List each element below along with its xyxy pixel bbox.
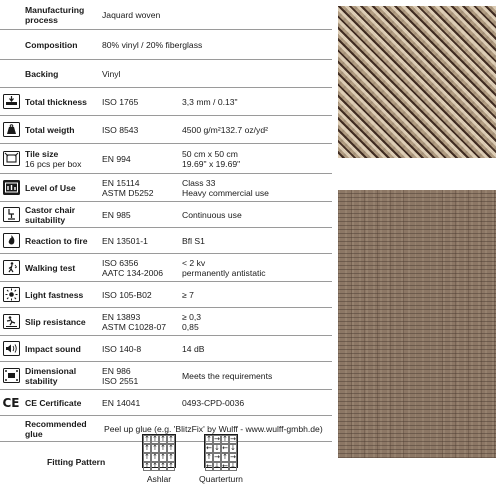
spec-row-backing bbox=[0, 60, 332, 88]
level-of-use-icon bbox=[3, 180, 20, 195]
spec-standard: EN 14041 bbox=[102, 397, 141, 408]
spec-value: < 2 kv bbox=[182, 257, 206, 268]
spec-label: Light fastness bbox=[25, 289, 84, 300]
spec-row-castor-chair bbox=[0, 202, 332, 228]
spec-value-secondary: Heavy commercial use bbox=[182, 187, 269, 198]
spec-row-level-of-use bbox=[0, 174, 332, 202]
spec-standard: ISO 140-8 bbox=[102, 343, 142, 354]
arrow-right-icon: → bbox=[214, 435, 220, 443]
spec-label: Total thickness bbox=[25, 96, 87, 107]
spec-label: Manufacturing process bbox=[25, 4, 85, 25]
spec-value-secondary: 19.69" x 19.69" bbox=[182, 158, 241, 169]
impact-sound-icon bbox=[3, 341, 20, 356]
light-fastness-icon bbox=[3, 287, 20, 302]
spec-label: Backing bbox=[25, 68, 59, 79]
spec-standard: EN 986 bbox=[102, 365, 131, 376]
tile-size-icon bbox=[3, 151, 20, 166]
spec-value: Peel up glue (e.g. 'BlitzFix' by Wulff - www.wulff-gmbh.de) bbox=[104, 423, 323, 434]
spec-standard: EN 13501-1 bbox=[102, 235, 148, 246]
spec-row-slip-resistance bbox=[0, 308, 332, 336]
spec-label: Impact sound bbox=[25, 343, 81, 354]
spec-row-reaction-to-fire bbox=[0, 228, 332, 254]
spec-value: 0493-CPD-0036 bbox=[182, 397, 245, 408]
arrow-up-icon: ↑ bbox=[152, 462, 158, 470]
arrow-left-icon: ← bbox=[206, 444, 212, 452]
spec-row-total-weight bbox=[0, 116, 332, 144]
spec-standard-secondary: ISO 2551 bbox=[102, 375, 139, 386]
spec-row-walking-test bbox=[0, 254, 332, 282]
arrow-down-icon: ↓ bbox=[214, 444, 220, 452]
spec-value: 14 dB bbox=[182, 343, 205, 354]
spec-label: Total weigth bbox=[25, 124, 75, 135]
spec-label: Castor chair suitability bbox=[25, 204, 76, 225]
arrow-up-icon: ↑ bbox=[222, 435, 228, 443]
arrow-left-icon: ← bbox=[222, 462, 228, 470]
spec-row-dimensional-stability bbox=[0, 362, 332, 390]
spec-standard: EN 13893 bbox=[102, 311, 141, 322]
spec-value-secondary: 0,85 bbox=[182, 321, 199, 332]
spec-row-manufacturing-process bbox=[0, 0, 332, 30]
spec-value: ≥ 0,3 bbox=[182, 311, 202, 322]
ashlar-caption: Ashlar bbox=[146, 474, 172, 484]
carpet-swatch-closeup bbox=[338, 6, 496, 158]
spec-value: Continuous use bbox=[182, 209, 242, 220]
arrow-up-icon: ↑ bbox=[144, 435, 150, 443]
quarterturn-caption: Quarterturn bbox=[199, 474, 243, 484]
spec-value: 80% vinyl / 20% fiberglass bbox=[102, 39, 203, 50]
spec-standard: EN 15114 bbox=[102, 177, 140, 188]
arrow-up-icon: ↑ bbox=[168, 462, 174, 470]
spec-standard: EN 994 bbox=[102, 153, 131, 164]
carpet-swatch-tile bbox=[338, 190, 496, 458]
arrow-down-icon: ↓ bbox=[214, 462, 220, 470]
spec-value: Meets the requirements bbox=[182, 370, 273, 381]
arrow-left-icon: ← bbox=[222, 444, 228, 452]
spec-value: 50 cm x 50 cm bbox=[182, 148, 238, 159]
arrow-up-icon: ↑ bbox=[168, 453, 174, 461]
slip-resistance-icon bbox=[3, 314, 20, 329]
arrow-up-icon: ↑ bbox=[206, 435, 212, 443]
spec-sublabel: 16 pcs per box bbox=[25, 158, 82, 169]
arrow-right-icon: → bbox=[214, 453, 220, 461]
spec-standard: ISO 6356 bbox=[102, 257, 139, 268]
quarterturn-pattern-diagram bbox=[204, 434, 238, 468]
spec-standard: ISO 105-B02 bbox=[102, 289, 152, 300]
spec-standard: ISO 1765 bbox=[102, 96, 139, 107]
spec-value: Class 33 bbox=[182, 177, 216, 188]
spec-value: 3,3 mm / 0.13" bbox=[182, 96, 238, 107]
spec-row-tile-size bbox=[0, 144, 332, 174]
arrow-up-icon: ↑ bbox=[152, 453, 158, 461]
arrow-down-icon: ↓ bbox=[230, 444, 236, 452]
spec-row-total-thickness bbox=[0, 88, 332, 116]
spec-label: Reaction to fire bbox=[25, 235, 88, 246]
spec-row-composition bbox=[0, 30, 332, 60]
arrow-up-icon: ↑ bbox=[144, 444, 150, 452]
spec-label: Level of Use bbox=[25, 182, 76, 193]
dimensional-stability-icon bbox=[3, 368, 20, 383]
thickness-icon bbox=[3, 94, 20, 109]
spec-label: Recommended glue bbox=[25, 418, 87, 439]
arrow-left-icon: ← bbox=[206, 462, 212, 470]
ce-icon: CE bbox=[2, 395, 20, 410]
arrow-up-icon: ↑ bbox=[222, 453, 228, 461]
spec-value: ≥ 7 bbox=[182, 289, 194, 300]
arrow-down-icon: ↓ bbox=[230, 462, 236, 470]
arrow-up-icon: ↑ bbox=[160, 453, 166, 461]
arrow-up-icon: ↑ bbox=[168, 444, 174, 452]
fire-icon bbox=[3, 233, 20, 248]
spec-standard-secondary: ASTM C1028-07 bbox=[102, 321, 167, 332]
arrow-up-icon: ↑ bbox=[152, 435, 158, 443]
spec-value: Vinyl bbox=[102, 68, 121, 79]
arrow-right-icon: → bbox=[230, 435, 236, 443]
spec-label: Composition bbox=[25, 39, 78, 50]
arrow-up-icon: ↑ bbox=[144, 453, 150, 461]
spec-value: Jaquard woven bbox=[102, 9, 161, 20]
spec-label: Dimensional stability bbox=[25, 365, 77, 386]
spec-value: Bfl S1 bbox=[182, 235, 205, 246]
spec-row-light-fastness bbox=[0, 282, 332, 308]
spec-label: Slip resistance bbox=[25, 316, 86, 327]
weight-icon bbox=[3, 122, 20, 137]
spec-standard-secondary: AATC 134-2006 bbox=[102, 267, 163, 278]
arrow-up-icon: ↑ bbox=[160, 435, 166, 443]
spec-standard-secondary: ASTM D5252 bbox=[102, 187, 154, 198]
spec-standard: EN 985 bbox=[102, 209, 131, 220]
spec-value: 4500 g/m²132.7 oz/yd² bbox=[182, 124, 268, 135]
spec-label: Walking test bbox=[25, 262, 76, 273]
spec-row-impact-sound bbox=[0, 336, 332, 362]
arrow-up-icon: ↑ bbox=[160, 462, 166, 470]
arrow-right-icon: → bbox=[230, 453, 236, 461]
arrow-up-icon: ↑ bbox=[144, 462, 150, 470]
spec-label: CE Certificate bbox=[25, 397, 82, 408]
spec-label: Tile size bbox=[25, 148, 59, 159]
arrow-up-icon: ↑ bbox=[206, 453, 212, 461]
spec-value-secondary: permanently antistatic bbox=[182, 267, 266, 278]
arrow-up-icon: ↑ bbox=[152, 444, 158, 452]
spec-row-ce-certificate bbox=[0, 390, 332, 416]
ashlar-pattern-diagram bbox=[142, 434, 176, 468]
arrow-up-icon: ↑ bbox=[160, 444, 166, 452]
spec-standard: ISO 8543 bbox=[102, 124, 139, 135]
arrow-up-icon: ↑ bbox=[168, 435, 174, 443]
castor-chair-icon bbox=[3, 207, 20, 222]
walking-icon bbox=[3, 260, 20, 275]
fitting-pattern-label: Fitting Pattern bbox=[47, 457, 106, 467]
